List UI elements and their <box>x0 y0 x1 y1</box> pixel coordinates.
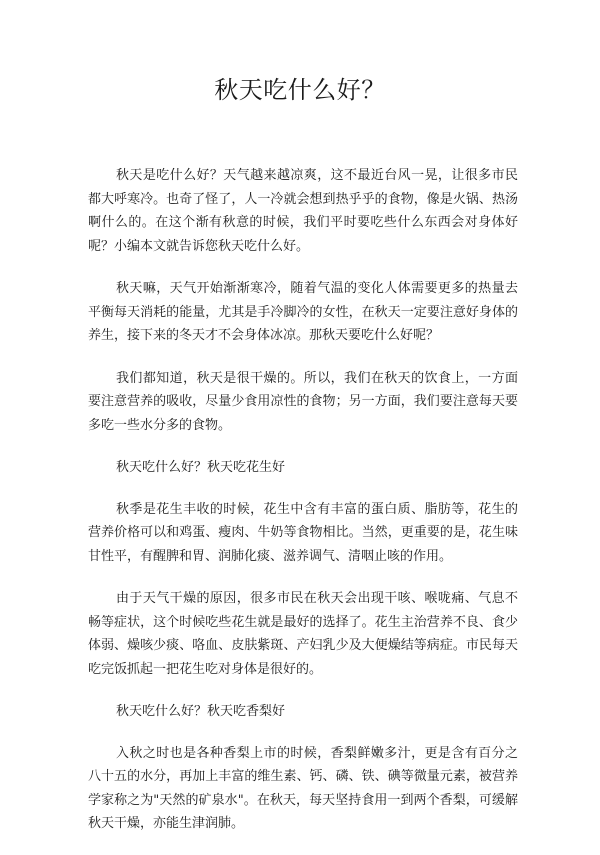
paragraph-pear: 入秋之时也是各种香梨上市的时候，香梨鲜嫩多汁，更是含有百分之八十五的水分，再加上丰富的维生素、钙、磷、铁、碘等微量元素，被营养学家称之为"天然的矿泉水"。在秋天，每天坚持食用一到两个香梨，可缓解秋天干燥，亦能生津润肺。 <box>88 745 518 831</box>
paragraph-peanut-benefits: 由于天气干燥的原因，很多市民在秋天会出现干咳、喉咙痛、气息不畅等症状，这个时候吃些花生就是最好的选择了。花生主治营养不良、食少体弱、燥咳少痰、咯血、皮肤紫斑、产妇乳少及大便燥结等病症。市民每天吃完饭抓起一把花生吃对身体是很好的。 <box>88 591 518 677</box>
paragraph-autumn-cold: 秋天嘛，天气开始渐渐寒冷，随着气温的变化人体需要更多的热量去平衡每天消耗的能量，尤其是手冷脚冷的女性，在秋天一定要注意好身体的养生，接下来的冬天才不会身体冰凉。那秋天要吃什么好呢？ <box>88 281 518 343</box>
paragraph-autumn-dry: 我们都知道，秋天是很干燥的。所以，我们在秋天的饮食上，一方面要注意营养的吸收，尽量少食用凉性的食物；另一方面，我们要注意每天要多吃一些水分多的食物。 <box>88 370 518 433</box>
section-heading-pear: 秋天吃什么好？秋天吃香梨好 <box>116 704 286 719</box>
article-body <box>88 164 518 855</box>
page-title: 秋天吃什么好？ <box>214 76 386 104</box>
section-heading-peanut: 秋天吃什么好？秋天吃花生好 <box>116 460 286 475</box>
paragraph-peanut-nutrition: 秋季是花生丰收的时候，花生中含有丰富的蛋白质、脂肪等，花生的营养价格可以和鸡蛋、瘦肉、牛奶等食物相比。当然，更重要的是，花生味甘性平，有醒脾和胃、润肺化痰、滋养调气、清咽止咳的作用。 <box>88 501 518 564</box>
paragraph-intro: 秋天是吃什么好？天气越来越凉爽，这不最近台风一晃，让很多市民都大呼寒冷。也奇了怪了，人一冷就会想到热乎乎的食物，像是火锅、热汤啊什么的。在这个渐有秋意的时候，我们平时要吃些什么东西会对身体好呢？小编本文就告诉您秋天吃什么好。 <box>88 168 518 254</box>
